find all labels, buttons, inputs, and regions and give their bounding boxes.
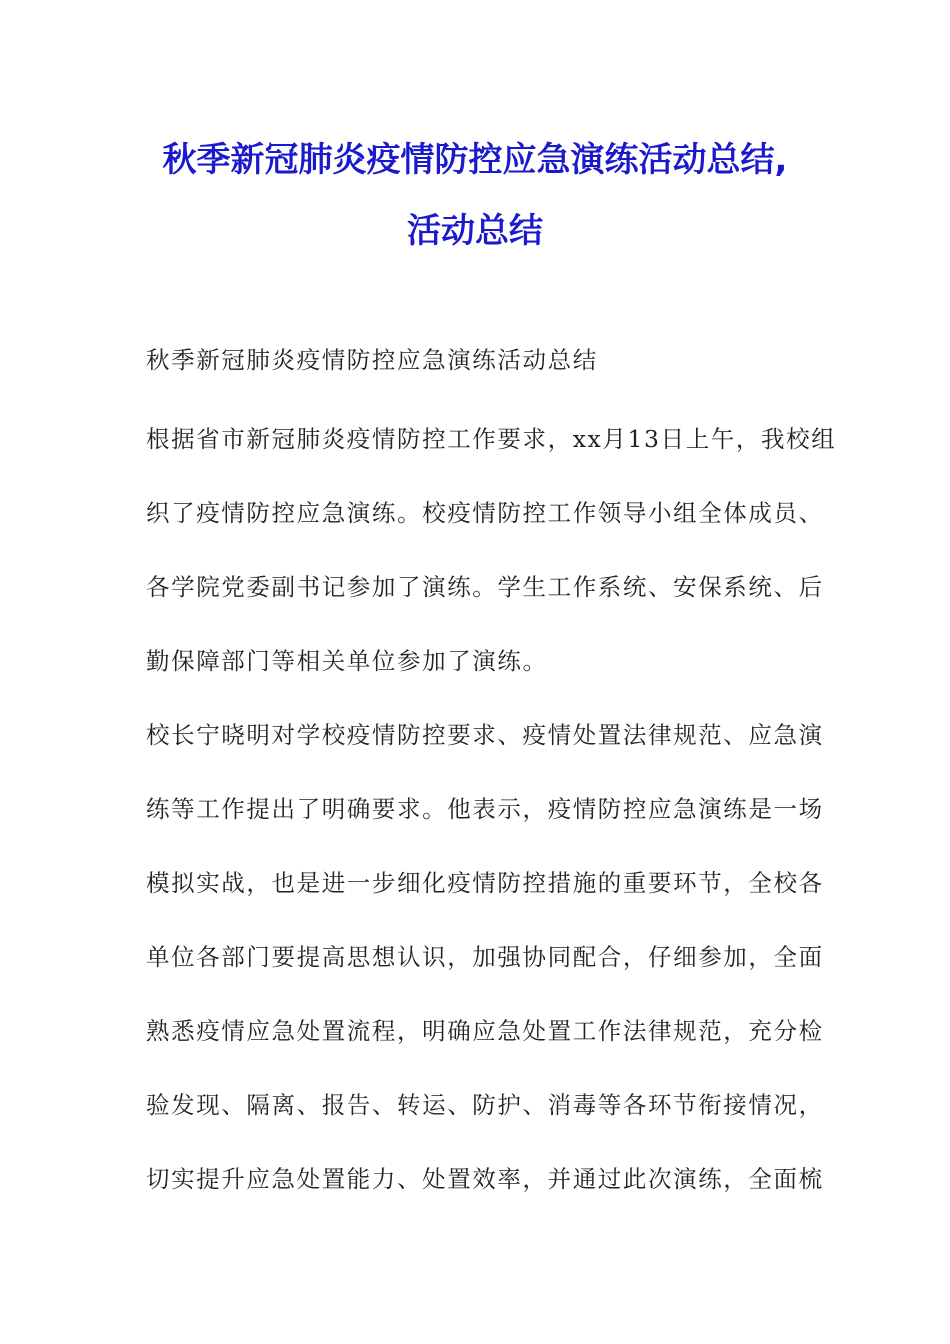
document-title-line-2: 活动总结 [407,211,543,251]
paragraph-line: 切实提升应急处置能力、处置效率，并通过此次演练，全面梳 [146,1165,824,1193]
paragraph-line: 各学院党委副书记参加了演练。学生工作系统、安保系统、后 [146,573,824,601]
subtitle-line: 秋季新冠肺炎疫情防控应急演练活动总结 [146,346,598,374]
paragraph-line: 根据省市新冠肺炎疫情防控工作要求，xx月13日上午，我校组 [146,425,837,453]
paragraph-line: 校长宁晓明对学校疫情防控要求、疫情处置法律规范、应急演 [146,721,824,749]
paragraph-line: 单位各部门要提高思想认识，加强协同配合，仔细参加，全面 [146,943,824,971]
paragraph-line: 织了疫情防控应急演练。校疫情防控工作领导小组全体成员、 [146,499,824,527]
paragraph-line: 熟悉疫情应急处置流程，明确应急处置工作法律规范，充分检 [146,1017,824,1045]
paragraph-line: 验发现、隔离、报告、转运、防护、消毒等各环节衔接情况， [146,1091,824,1119]
paragraph-line: 模拟实战，也是进一步细化疫情防控措施的重要环节，全校各 [146,869,824,897]
document-title-line-1: 秋季新冠肺炎疫情防控应急演练活动总结, [162,140,788,180]
paragraph-line: 勤保障部门等相关单位参加了演练。 [146,647,548,675]
paragraph-line: 练等工作提出了明确要求。他表示，疫情防控应急演练是一场 [146,795,824,823]
